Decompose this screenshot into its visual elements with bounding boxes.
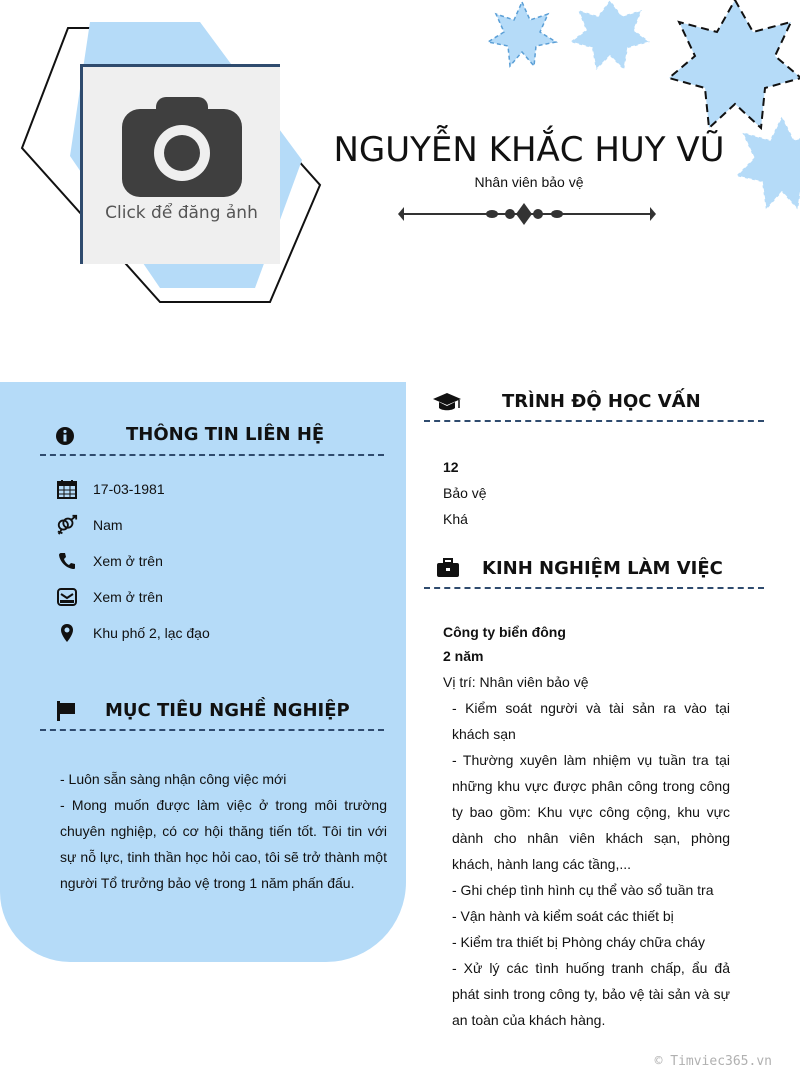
graduation-cap-icon: [432, 392, 462, 414]
calendar-icon: [56, 478, 78, 500]
contact-address: [56, 622, 210, 644]
education-major: Bảo vệ: [443, 485, 487, 501]
briefcase-icon: [436, 558, 460, 578]
experience-position: Vị trí: Nhân viên bảo vệ: [443, 674, 589, 690]
contact-gender: [56, 514, 123, 536]
education-section-title: TRÌNH ĐỘ HỌC VẤN: [502, 391, 701, 412]
duty-item: - Ghi chép tình hình cụ thể vào sổ tuần tra: [452, 882, 714, 898]
star-decoration-2: [570, 0, 650, 70]
gender-icon: [56, 514, 78, 536]
duty-item: - Kiểm tra thiết bị Phòng cháy chữa cháy: [452, 934, 705, 950]
birthday-value: 17-03-1981: [93, 481, 165, 497]
objective-section-title: MỤC TIÊU NGHỀ NGHIỆP: [105, 700, 350, 721]
phone-value: Xem ở trên: [93, 553, 163, 569]
email-value: Xem ở trên: [93, 589, 163, 605]
contact-divider: [40, 454, 384, 456]
title-divider: [398, 203, 656, 225]
duty-item: - Vận hành và kiểm soát các thiết bị: [452, 908, 674, 924]
objective-line: - Mong muốn được làm việc ở trong môi trường chuyên nghiệp, có cơ hội thăng tiến tốt. Tôi tin với sự nỗ lực, tinh thần học hỏi cao, tôi sẽ trở thành một người Tổ trưởng bảo vệ trong 1 năm phấn đấu.: [60, 797, 387, 891]
duty-item: - Thường xuyên làm nhiệm vụ tuần tra tại những khu vực được phân công trong công ty bao gồm: Khu vực công cộng, khu vực dành cho nhân viên khách sạn, phòng khách, hành lang các tầng,...: [452, 752, 730, 872]
phone-icon: [56, 550, 78, 572]
address-value: Khu phố 2, lạc đạo: [93, 625, 210, 641]
duty-item: - Kiểm soát người và tài sản ra vào tại khách sạn: [452, 700, 730, 742]
contact-phone: [56, 550, 163, 572]
duty-item: - Xử lý các tình huống tranh chấp, ẩu đả phát sinh trong công ty, bảo vệ tài sản và sự an toàn của khách hàng.: [452, 960, 730, 1028]
envelope-icon: [56, 586, 78, 608]
education-divider: [424, 420, 764, 422]
star-decoration-1: [488, 2, 556, 66]
camera-icon: [122, 95, 242, 199]
experience-divider: [424, 587, 764, 589]
contact-email: [56, 586, 163, 608]
objective-text: [60, 766, 387, 896]
profile-photo-upload[interactable]: [80, 64, 280, 264]
contact-birthday: [56, 478, 165, 500]
education-grade: Khá: [443, 511, 468, 527]
photo-upload-label[interactable]: Click để đăng ảnh: [105, 203, 258, 223]
watermark: © Timviec365.vn: [654, 1054, 772, 1069]
flag-icon: [55, 700, 77, 722]
contact-section-title: THÔNG TIN LIÊN HỆ: [126, 424, 325, 445]
star-decoration-3: [669, 0, 800, 128]
duty-list: [452, 695, 730, 1033]
info-icon: [55, 426, 75, 446]
candidate-name: NGUYỄN KHẮC HUY VŨ: [333, 130, 725, 170]
company-name: Công ty biển đông: [443, 624, 566, 640]
experience-section-title: KINH NGHIỆM LÀM VIỆC: [482, 558, 723, 579]
map-marker-icon: [56, 622, 78, 644]
education-level: 12: [443, 459, 459, 475]
gender-value: Nam: [93, 517, 123, 533]
objective-line: - Luôn sẵn sàng nhận công việc mới: [60, 771, 287, 787]
experience-header: [443, 620, 566, 668]
experience-duration: 2 năm: [443, 648, 484, 664]
objective-divider: [40, 729, 384, 731]
job-title: Nhân viên bảo vệ: [474, 174, 584, 190]
education-details: [443, 454, 487, 532]
